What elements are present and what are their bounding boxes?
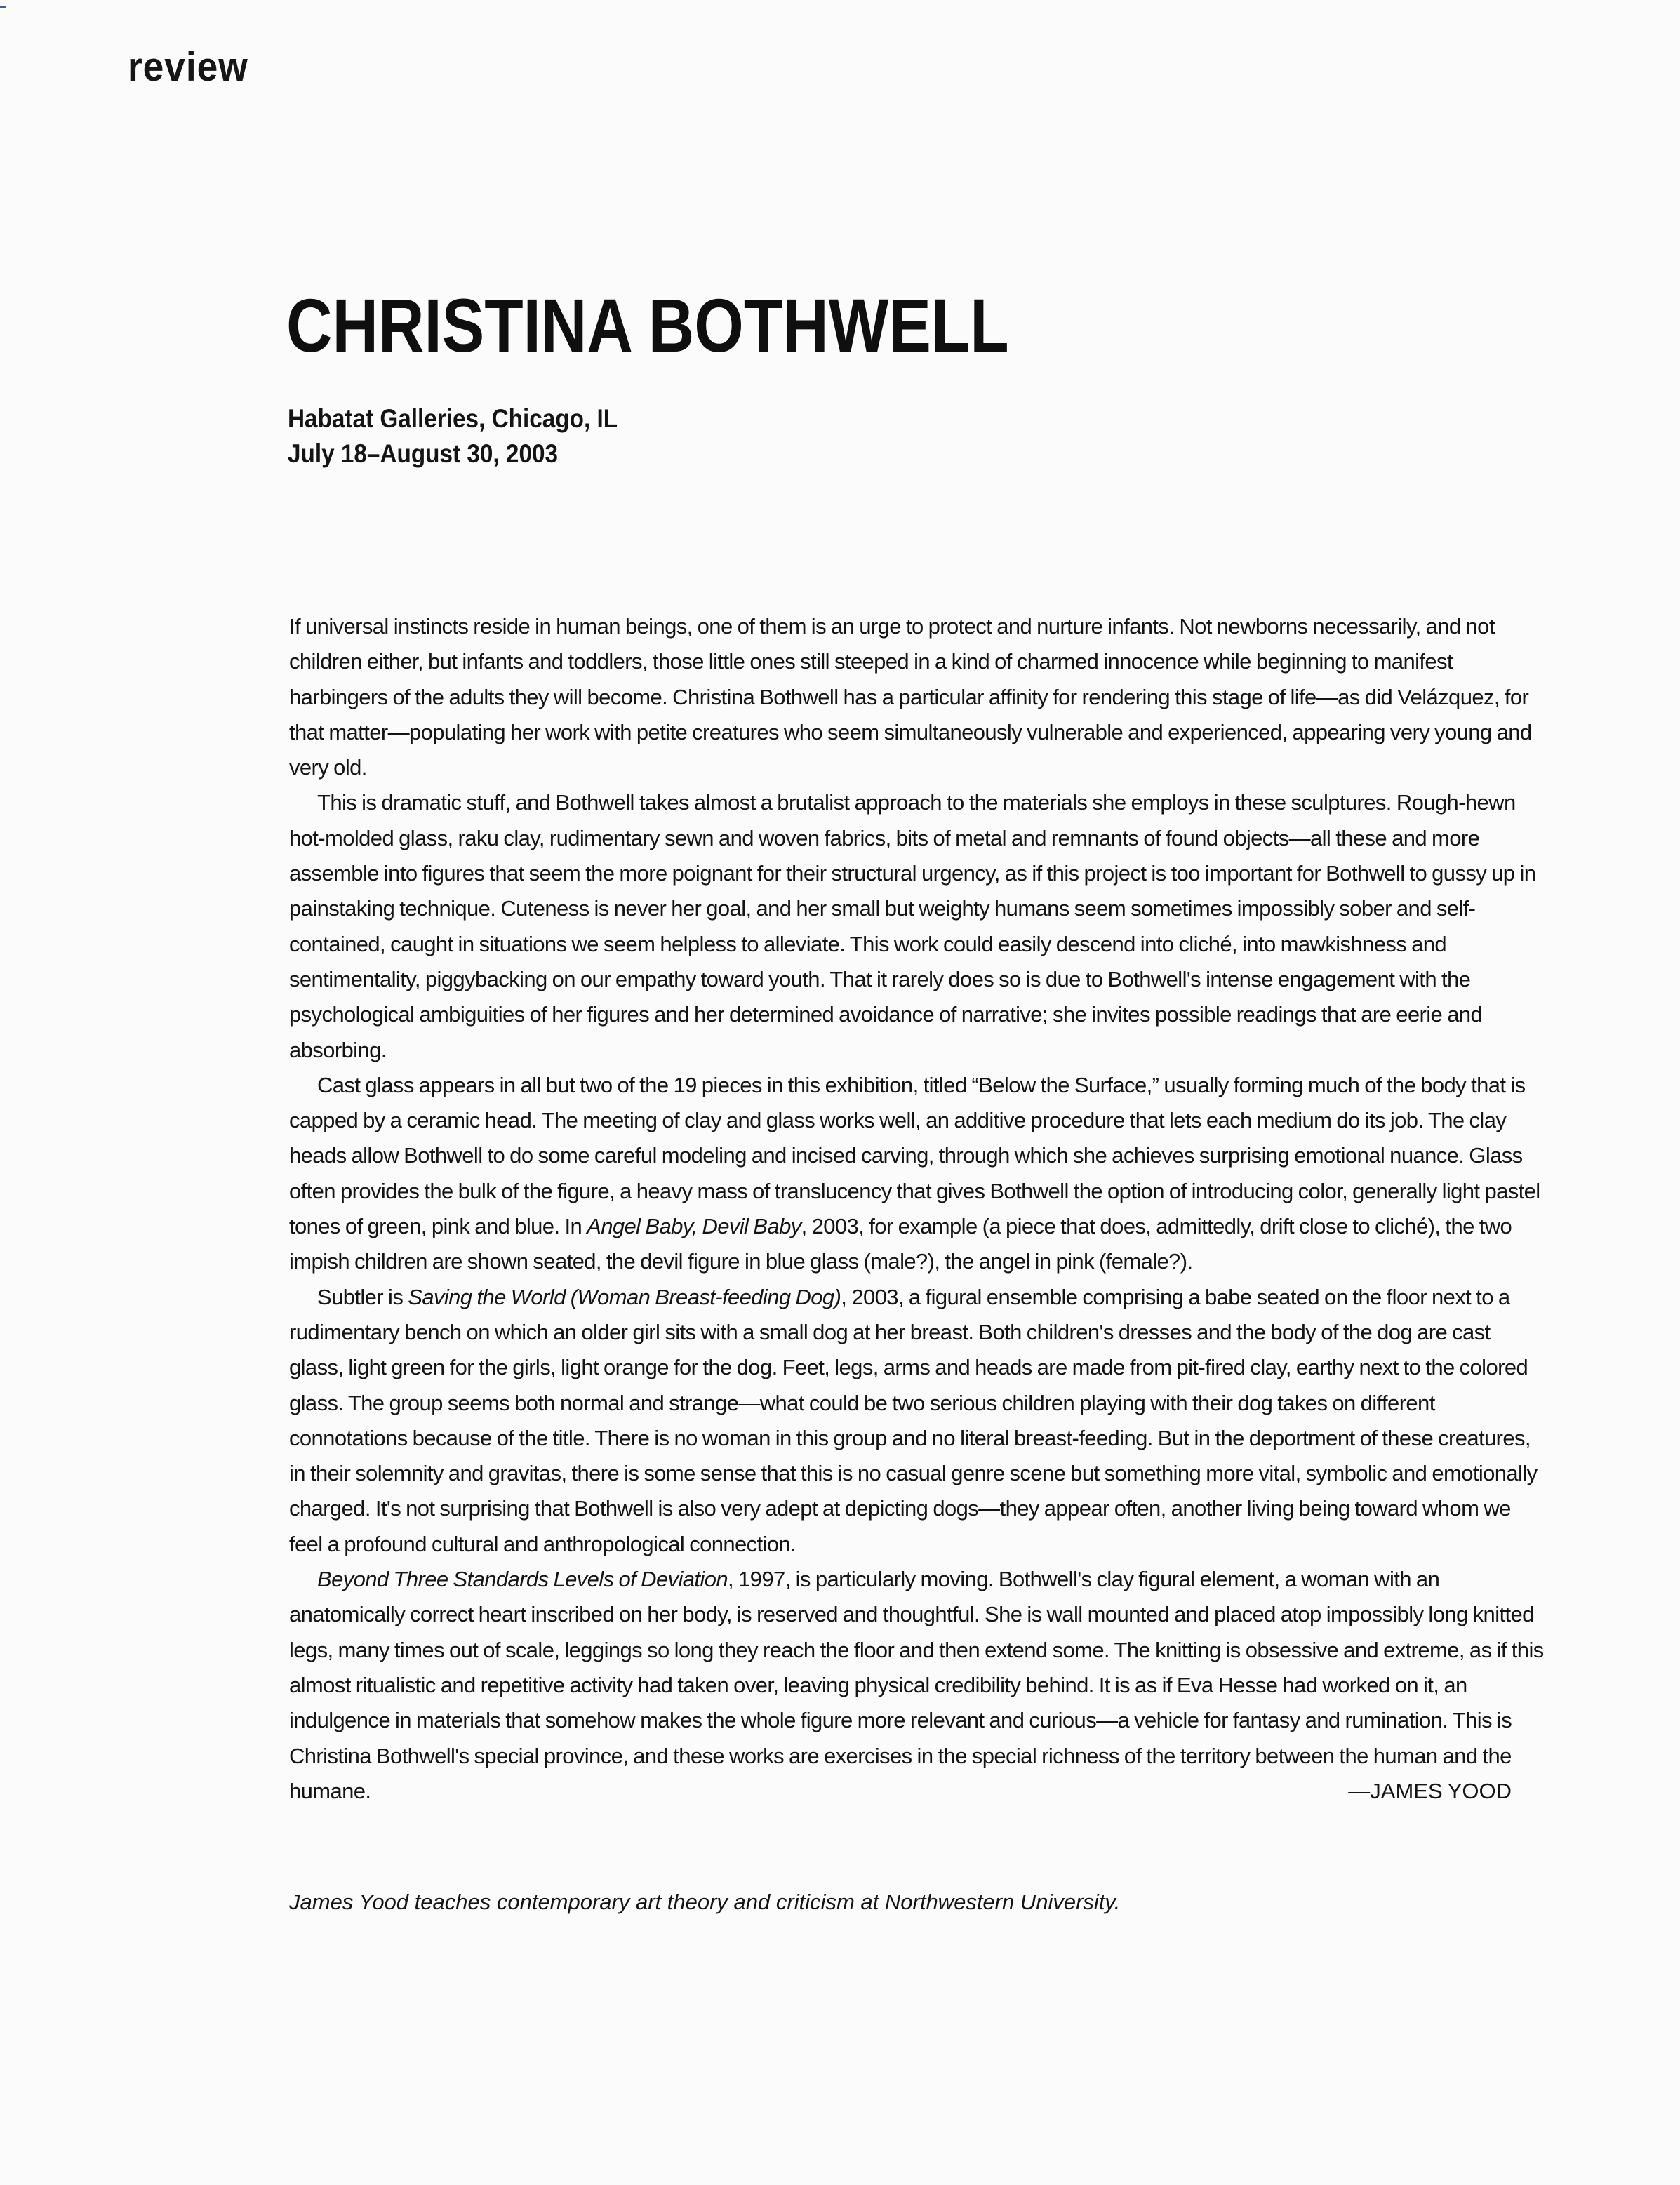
artwork-title-saving-the-world: Saving the World (Woman Breast-feeding Dog): [408, 1284, 841, 1309]
scan-artifact: [0, 6, 6, 8]
paragraph-4-text-a: Subtler is: [317, 1284, 408, 1309]
paragraph-5: [289, 1562, 1545, 1809]
dates-line: July 18–August 30, 2003: [288, 439, 559, 468]
paragraph-5-text-b: , 1997, is particularly moving. Bothwell's clay figural element, a woman with an anatomically correct heart inscribed on her body, is reserved and thoughtful. She is wall mounted and placed atop impossibly long knitted legs, many times out of scale, leggings so long they reach the floor and then extend some. The knitting is obsessive and extreme, as if this almost ritualistic and repetitive activity had taken over, leaving physical credibility behind. It is as if Eva Hesse had worked on it, an indulgence in materials that somehow makes the whole figure more relevant and curious—a vehicle for fantasy and rumination. This is Christina Bothwell's special province, and these works are exercises in the special richness of the territory between the human and the humane.: [289, 1567, 1544, 1803]
author-bio: James Yood teaches contemporary art theory and criticism at Northwestern University.: [289, 1890, 1121, 1914]
venue-line: Habatat Galleries, Chicago, IL: [288, 404, 618, 433]
article-title: CHRISTINA BOTHWELL: [286, 283, 1009, 368]
paragraph-3-text-b: , 2003, for example (a piece that does, admittedly, drift close to cliché), the two impish children are shown seated, the devil figure in blue glass (male?), the angel in pink (female?).: [289, 1214, 1512, 1274]
paragraph-2: This is dramatic stuff, and Bothwell takes almost a brutalist approach to the materials she employs in these sculptures. Rough-hewn hot-molded glass, raku clay, rudimentary sewn and woven fabrics, bits of metal and remnants of found objects—all these and more assemble into figures that seem the more poignant for their structural urgency, as if this project is too important for Bothwell to gussy up in painstaking technique. Cuteness is never her goal, and her small but weighty humans seem sometimes impossibly sober and self-contained, caught in situations we seem helpless to alleviate. This work could easily descend into cliché, into mawkishness and sentimentality, piggybacking on our empathy toward youth. That it rarely does so is due to Bothwell's intense engagement with the psychological ambiguities of her figures and her determined avoidance of narrative; she invites possible readings that are eerie and absorbing.: [289, 790, 1536, 1062]
article-body: [289, 609, 1545, 1809]
artwork-title-angel-baby: Angel Baby, Devil Baby: [587, 1214, 801, 1239]
section-label: review: [128, 44, 248, 90]
paragraph-1: If universal instincts reside in human beings, one of them is an urge to protect and nurture infants. Not newborns necessarily, and not children either, but infants and toddlers, those little ones still steeped in a kind of charmed innocence while beginning to manifest harbingers of the adults they will become. Christina Bothwell has a particular affinity for rendering this stage of life—as did Velázquez, for that matter—populating her work with petite creatures who seem simultaneously vulnerable and experienced, appearing very young and very old.: [289, 614, 1532, 780]
paragraph-4-text-b: , 2003, a figural ensemble comprising a babe seated on the floor next to a rudimentary bench on which an older girl sits with a small dog at her breast. Both children's dresses and the body of the dog are cast glass, light green for the girls, light orange for the dog. Feet, legs, arms and heads are made from pit-fired clay, earthy next to the colored glass. The group seems both normal and strange—what could be two serious children playing with their dog takes on different connotations because of the title. There is no woman in this group and no literal breast-feeding. But in the deportment of these creatures, in their solemnity and gravitas, there is some sense that this is no casual genre scene but something more vital, symbolic and emotionally charged. It's not surprising that Bothwell is also very adept at depicting dogs—they appear often, another living being toward whom we feel a profound cultural and anthropological connection.: [289, 1284, 1538, 1556]
paragraph-3: [289, 1068, 1545, 1280]
paragraph-4: [289, 1280, 1545, 1562]
author-signoff: —JAMES YOOD: [1348, 1778, 1512, 1803]
paragraph-3-text-a: Cast glass appears in all but two of the 19 pieces in this exhibition, titled “Below the Surface,” usually forming much of the body that is capped by a ceramic head. The meeting of clay and glass works well, an additive procedure that lets each medium do its job. The clay heads allow Bothwell to do some careful modeling and incised carving, through which she achieves surprising emotional nuance. Glass often provides the bulk of the figure, a heavy mass of translucency that gives Bothwell the option of introducing color, generally light pastel tones of green, pink and blue. In: [289, 1072, 1540, 1239]
artwork-title-beyond-three-standards: Beyond Three Standards Levels of Deviation: [317, 1567, 728, 1592]
exhibition-details: [288, 401, 618, 472]
